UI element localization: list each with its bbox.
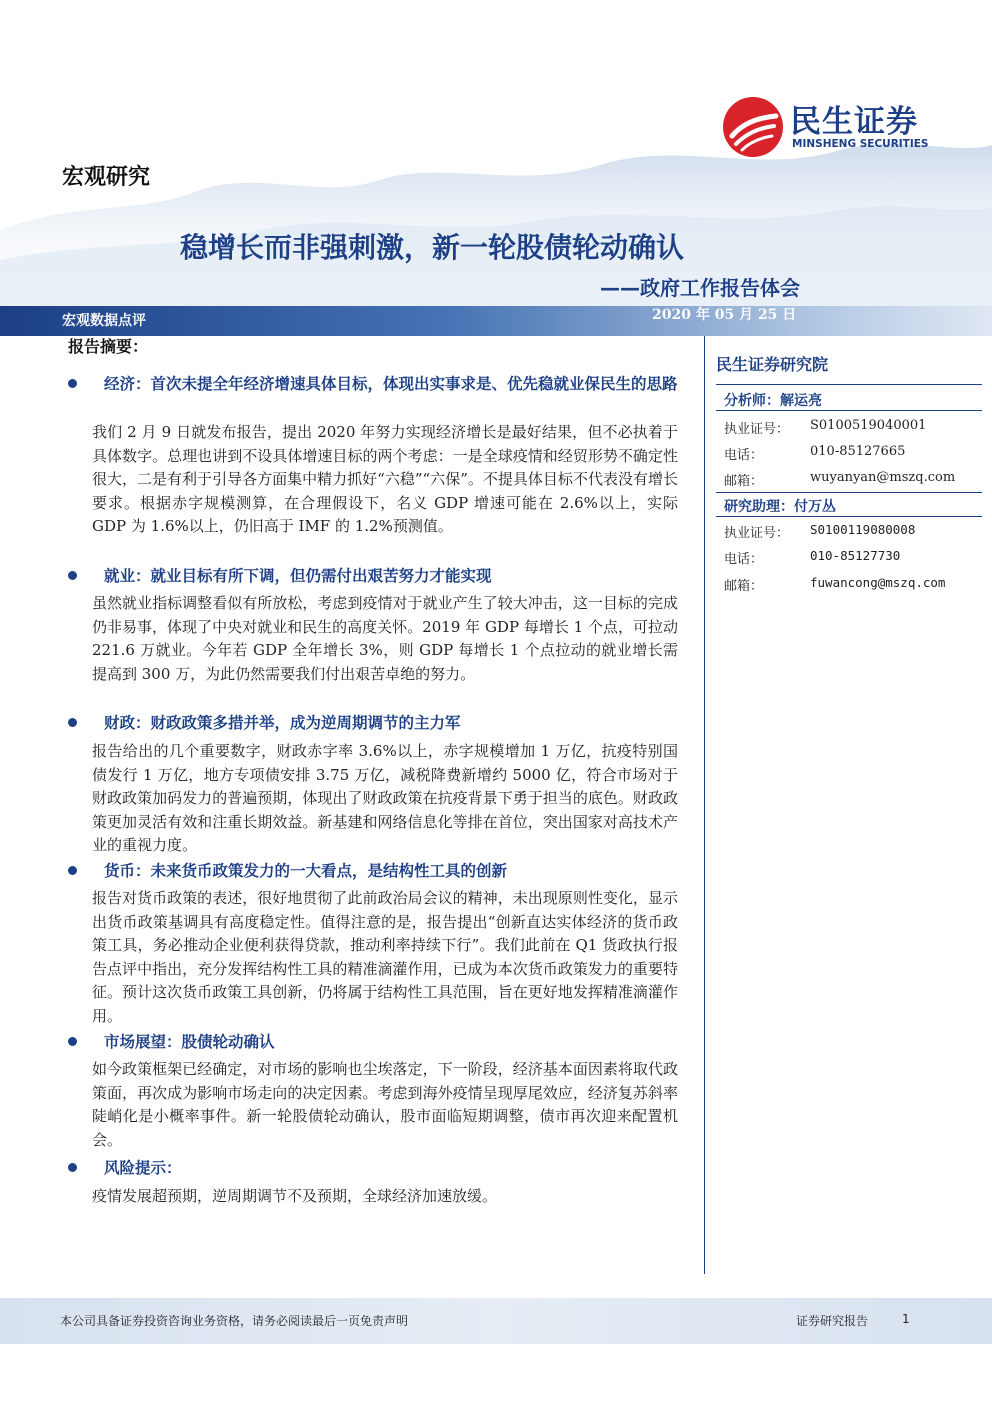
bullet-body: 报告对货币政策的表述，很好地贯彻了此前政治局会议的精神，未出现原则性变化，显示出货币政策基调具有高度稳定性。值得注意的是，报告提出“创新直达实体经济的货币政策工具，务必推动企业便利获得贷款，推动利率持续下行”。我们此前在 Q1 货政执行报告点评中指出，充分发挥结构性工具的精准滴灌作用，已成为本次货币政策发力的重要特征。预计这次货币政策工具创新，仍将属于结构性工具范围，旨在更好地发挥精准滴灌作用。 [92,889,678,1025]
bullet-dot-icon [68,718,77,727]
bullet-dot-icon [68,379,77,388]
bullet-heading: 经济：首次未提全年经济增速具体目标，体现出实事求是、优先稳就业保民生的思路 [104,374,678,393]
divider [716,492,982,493]
bullet-dot-icon [68,1163,77,1172]
doc-type: 证券研究报告 [796,1314,869,1328]
analyst-heading: 分析师：解运亮 [724,393,822,409]
minsheng-logo-icon [722,96,784,158]
logo-name-cn: 民生证券 [790,104,918,140]
report-type-label: 宏观数据点评 [62,313,146,329]
bullet-body: 报告给出的几个重要数字，财政赤字率 3.6%以上，赤字规模增加 1 万亿，抗疫特别国债发行 1 万亿，地方专项债安排 3.75 万亿，减税降费新增约 5000 亿，符合市场对于财政政策加码发力的普遍预期，体现出了财政政策在抗疫背景下勇于担当的底色。财政政策更加灵活有效和注重长期效益。新基建和网络信息化等排在首位，突出国家对高技术产业的重视力度。 [92,742,678,854]
company-logo [722,96,962,160]
divider [716,384,982,385]
bullet-body: 虽然就业指标调整看似有所放松，考虑到疫情对于就业产生了较大冲击，这一目标的完成仍非易事，体现了中央对就业和民生的高度关怀。2019 年 GDP 每增长 1 个点，可拉动 221.6 万就业。今年若 GDP 全年增长 3%，则 GDP 每增长 1 个点拉动的就业增长需提高到 300 万，为此仍然需要我们付出艰苦卓绝的努力。 [92,594,678,683]
bullet-heading: 货币：未来货币政策发力的一大看点，是结构性工具的创新 [104,861,508,880]
bullet-heading: 市场展望：股债轮动确认 [104,1032,275,1051]
bullet-body: 如今政策框架已经确定，对市场的影响也尘埃落定，下一阶段，经济基本面因素将取代政策面，再次成为影响市场走向的决定因素。考虑到海外疫情呈现厚尾效应，经济复苏斜率陡峭化是小概率事件。新一轮股债轮动确认，股市面临短期调整，债市再次迎来配置机会。 [92,1060,678,1149]
bullet-body: 我们 2 月 9 日就发布报告，提出 2020 年努力实现经济增长是最好结果，但不必执着于具体数字。总理也讲到不设具体增速目标的两个考虑：一是全球疫情和经贸形势不确定性很大，二是有利于引导各方面集中精力抓好“六稳”“六保”。不提具体目标不代表没有增长要求。根据赤字规模测算，在合理假设下，名义 GDP 增速可能在 2.6%以上，实际 GDP 为 1.6%以上，仍旧高于 IMF 的 1.2%预测值。 [92,423,678,535]
page-number: 1 [902,1312,910,1326]
divider [716,410,982,411]
bullet-dot-icon [68,866,77,875]
assistant-heading: 研究助理：付万丛 [724,499,836,515]
report-subtitle: ——政府工作报告体会 [600,276,800,300]
page-footer [0,1298,992,1344]
divider [716,516,982,517]
report-date: 2020 年 05 月 25 日 [652,307,797,323]
bullet-heading: 风险提示： [104,1158,182,1177]
summary-heading: 报告摘要： [68,337,149,356]
section-label: 宏观研究 [62,165,151,190]
disclaimer-text: 本公司具备证券投资咨询业务资格，请务必阅读最后一页免责声明 [60,1314,409,1328]
bullet-body: 疫情发展超预期，逆周期调节不及预期，全球经济加速放缓。 [92,1187,498,1205]
research-institute: 民生证券研究院 [716,355,829,374]
header-band [0,306,992,336]
report-title: 稳增长而非强刺激，新一轮股债轮动确认 [180,231,685,264]
bullet-dot-icon [68,571,77,580]
bullet-heading: 财政：财政政策多措并举，成为逆周期调节的主力军 [104,713,461,732]
bullet-dot-icon [68,1037,77,1046]
bullet-heading: 就业：就业目标有所下调，但仍需付出艰苦努力才能实现 [104,566,492,585]
column-divider [704,336,705,1274]
logo-name-en: MINSHENG SECURITIES [792,138,929,150]
